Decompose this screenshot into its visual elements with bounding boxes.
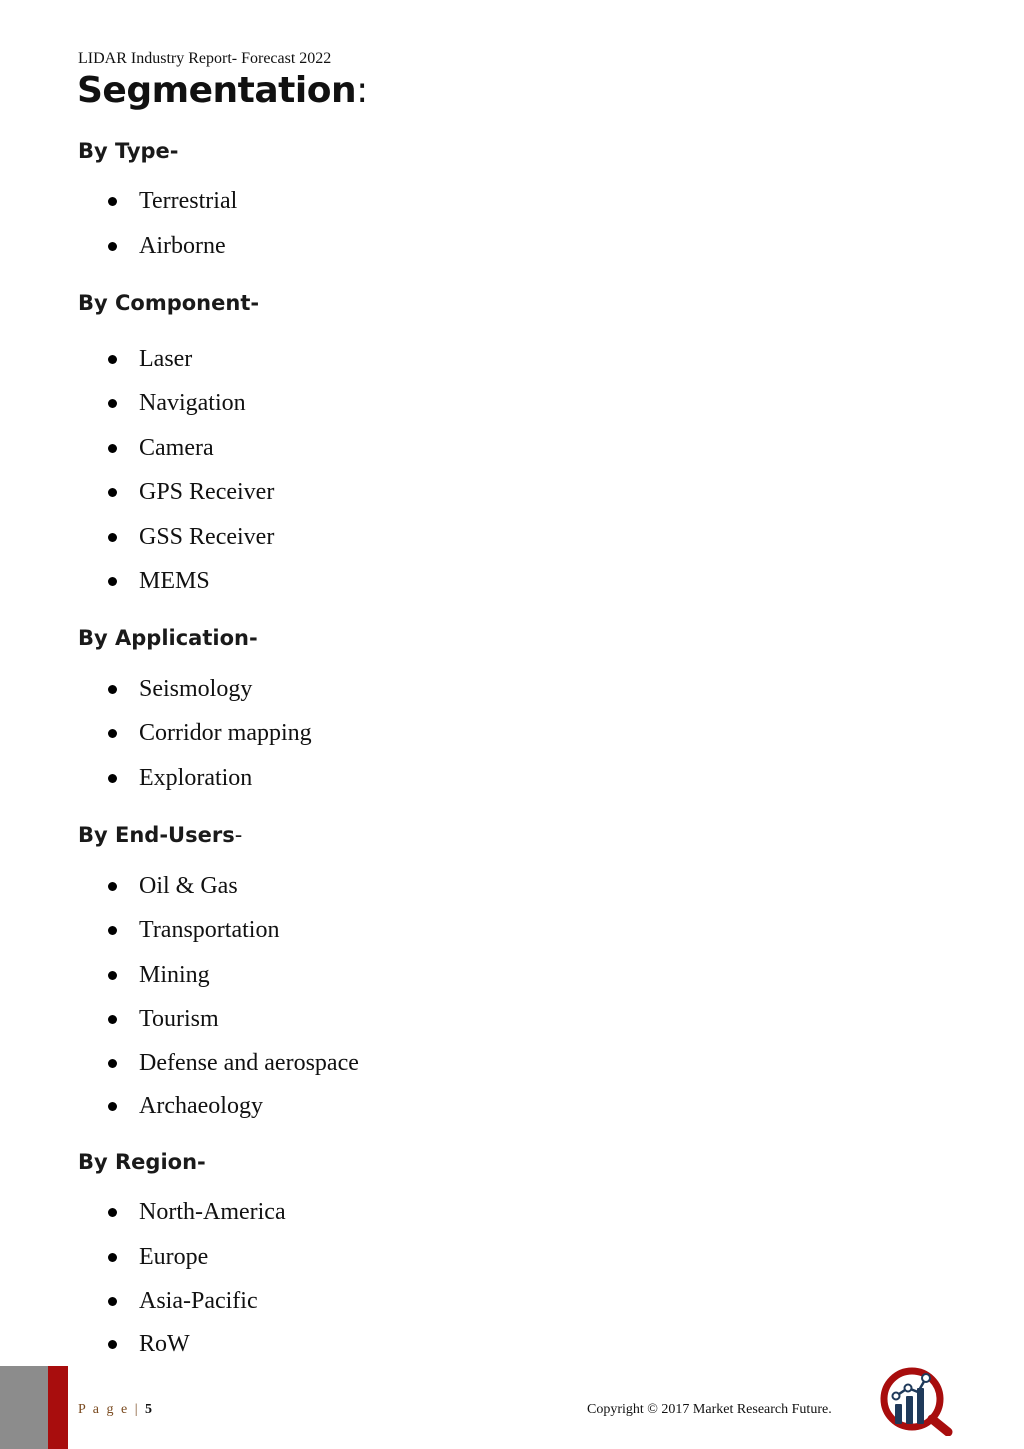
page-label: P a g e |	[78, 1402, 140, 1417]
list-item-label: Airborne	[139, 232, 226, 259]
logo-magnifier-handle-icon	[932, 1419, 948, 1432]
bullet-icon	[108, 1340, 117, 1349]
list-item-label: RoW	[139, 1330, 190, 1357]
bullet-icon	[108, 444, 117, 453]
bullet-icon	[108, 355, 117, 364]
list-item	[108, 1048, 359, 1078]
list-item-label: Terrestrial	[139, 187, 238, 214]
list-item-label: Camera	[139, 434, 214, 461]
bullet-icon	[108, 399, 117, 408]
report-header: LIDAR Industry Report- Forecast 2022	[78, 50, 332, 67]
list-item	[108, 1004, 219, 1034]
copyright-text: Copyright © 2017 Market Research Future.	[587, 1402, 832, 1417]
list-item-label: Exploration	[139, 764, 253, 791]
bullet-icon	[108, 1297, 117, 1306]
list-item-label: Tourism	[139, 1005, 219, 1032]
bullet-icon	[108, 1102, 117, 1111]
list-item	[108, 522, 274, 552]
list-item-label: GPS Receiver	[139, 478, 275, 505]
section-heading-end-users-dash: -	[234, 823, 243, 847]
page-title	[77, 70, 368, 111]
bullet-icon	[108, 1208, 117, 1217]
list-item-label: Defense and aerospace	[139, 1049, 359, 1076]
list-item-label: North-America	[139, 1198, 286, 1225]
section-heading-end-users-text: By End-Users	[78, 823, 235, 847]
list-item-label: GSS Receiver	[139, 523, 275, 550]
section-heading-region: By Region-	[78, 1150, 206, 1174]
list-item	[108, 1091, 263, 1121]
list-item-label: Oil & Gas	[139, 872, 238, 899]
page-number	[78, 1402, 152, 1418]
list-item-label: Transportation	[139, 916, 280, 943]
logo-node-icon	[893, 1393, 900, 1400]
section-heading-type: By Type-	[78, 139, 179, 163]
list-item	[108, 1329, 190, 1359]
bullet-icon	[108, 533, 117, 542]
list-item-label: Navigation	[139, 389, 246, 416]
page-number-value: 5	[145, 1402, 152, 1417]
list-item	[108, 566, 210, 596]
bullet-icon	[108, 971, 117, 980]
list-item	[108, 763, 252, 793]
list-item	[108, 674, 252, 704]
list-item-label: Corridor mapping	[139, 719, 312, 746]
list-item	[108, 718, 312, 748]
list-item	[108, 1197, 286, 1227]
list-item	[108, 1242, 208, 1272]
logo-bar-icon	[895, 1404, 902, 1424]
list-item-label: Europe	[139, 1243, 209, 1270]
list-item-label: Asia-Pacific	[139, 1287, 258, 1314]
logo-node-icon	[922, 1374, 930, 1382]
list-item-label: Archaeology	[139, 1092, 263, 1119]
bullet-icon	[108, 488, 117, 497]
bullet-icon	[108, 577, 117, 586]
page-title-colon: :	[356, 70, 368, 111]
bullet-icon	[108, 197, 117, 206]
bullet-icon	[108, 1253, 117, 1262]
list-item	[108, 231, 226, 261]
bullet-icon	[108, 685, 117, 694]
list-item-label: MEMS	[139, 567, 210, 594]
list-item	[108, 477, 274, 507]
footer-gray-bar	[0, 1366, 48, 1449]
bullet-icon	[108, 1015, 117, 1024]
list-item-label: Mining	[139, 961, 210, 988]
list-item	[108, 186, 237, 216]
list-item	[108, 960, 210, 990]
list-item	[108, 871, 238, 901]
bullet-icon	[108, 774, 117, 783]
logo-node-icon	[905, 1385, 912, 1392]
list-item-label: Laser	[139, 345, 193, 372]
section-heading-end-users	[78, 823, 242, 847]
list-item	[108, 433, 214, 463]
bullet-icon	[108, 1059, 117, 1068]
bullet-icon	[108, 882, 117, 891]
list-item-label: Seismology	[139, 675, 253, 702]
list-item	[108, 344, 192, 374]
footer-red-bar	[48, 1366, 68, 1449]
logo-bar-icon	[906, 1396, 913, 1424]
bullet-icon	[108, 242, 117, 251]
logo-bar-icon	[917, 1388, 924, 1424]
section-heading-component: By Component-	[78, 291, 260, 315]
list-item	[108, 1286, 258, 1316]
section-heading-application: By Application-	[78, 626, 258, 650]
bullet-icon	[108, 926, 117, 935]
market-research-future-logo	[876, 1366, 956, 1436]
bullet-icon	[108, 729, 117, 738]
list-item	[108, 915, 279, 945]
page-title-text: Segmentation	[77, 70, 357, 111]
list-item	[108, 388, 246, 418]
